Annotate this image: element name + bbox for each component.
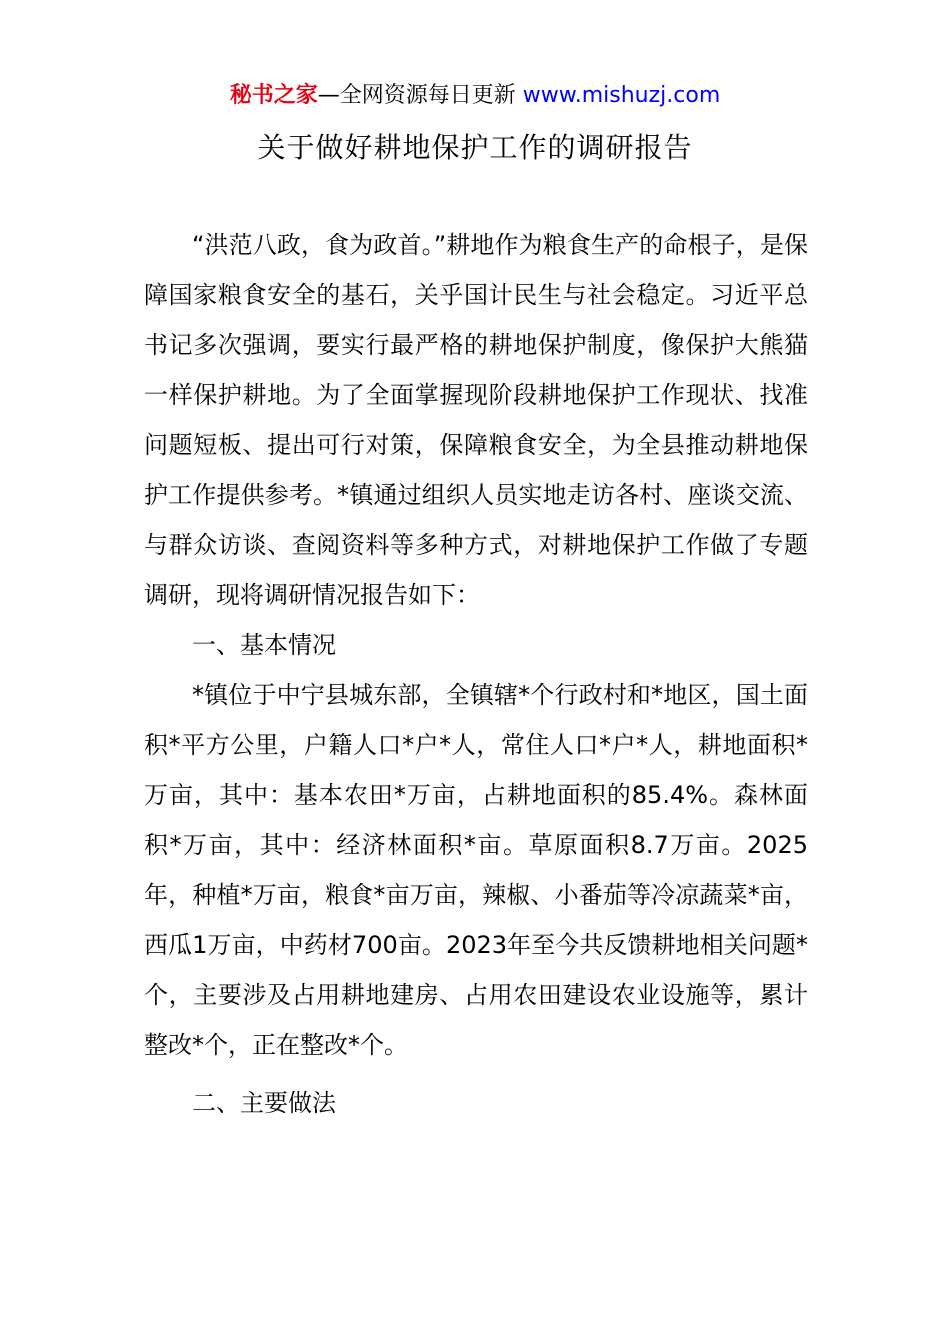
site-tagline: —全网资源每日更新	[317, 83, 523, 108]
document-title: 关于做好耕地保护工作的调研报告	[257, 131, 693, 164]
site-brand: 秘书之家	[229, 83, 318, 108]
site-url-link[interactable]: www.mishuzj.com	[522, 83, 721, 108]
site-header	[0, 80, 950, 112]
section-heading-basic-situation: 一、基本情况	[192, 631, 336, 659]
intro-paragraph: “洪范八政，食为政首。”耕地作为粮食生产的命根子，是保障国家粮食安全的基石，关乎国计民生与社会稳定。习近平总书记多次强调，要实行最严格的耕地保护制度，像保护大熊猫一样保护耕地。为了全面掌握现阶段耕地保护工作现状、找准问题短板、提出可行对策，保障粮食安全，为全县推动耕地保护工作提供参考。*镇通过组织人员实地走访各村、座谈交流、与群众访谈、查阅资料等多种方式，对耕地保护工作做了专题调研，现将调研情况报告如下：	[144, 231, 808, 609]
section-spacer	[144, 1070, 808, 1078]
basic-situation-paragraph: *镇位于中宁县城东部，全镇辖*个行政村和*地区，国土面积*平方公里，户籍人口*户*人，常住人口*户*人，耕地面积*万亩，其中：基本农田*万亩，占耕地面积的85.4%。森林面积*万亩，其中：经济林面积*亩。草原面积8.7万亩。2025年，种植*万亩，粮食*亩万亩，辣椒、小番茄等冷凉蔬菜*亩，西瓜1万亩，中药材700亩。2023年至今共反馈耕地相关问题*个，主要涉及占用耕地建房、占用农田建设农业设施等，累计整改*个，正在整改*个。	[144, 681, 808, 1059]
document-body	[144, 220, 808, 1128]
section-heading-main-practices: 二、主要做法	[192, 1089, 336, 1117]
